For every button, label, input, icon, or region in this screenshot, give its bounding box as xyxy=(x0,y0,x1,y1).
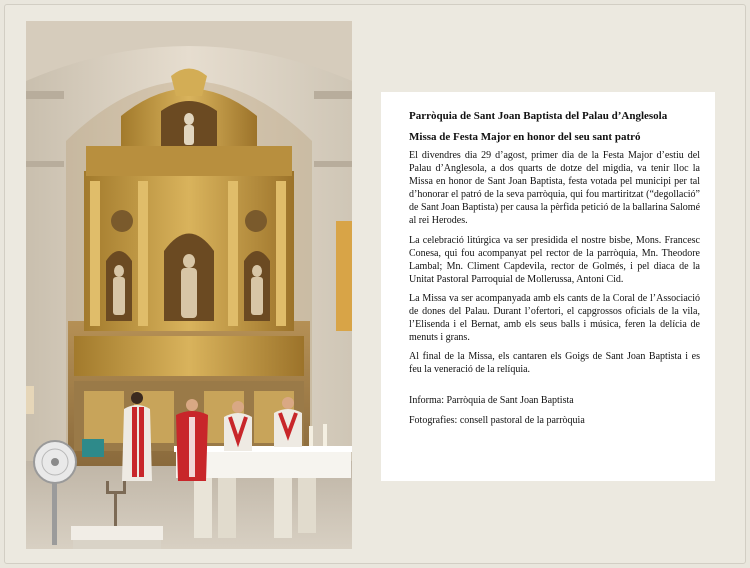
paragraph-2: La celebració litúrgica va ser presidida el nostre bisbe, Mons. Francesc Conesa, qui fou acompanyat pel rector de la parròquia, Mn. Theodore Lambal; Mn. Climent Capdevila, rector de Golmés, i pel diaca de la Unitat Pastoral Parroquial de Mollerussa, Antoni Cid. xyxy=(409,234,700,285)
paragraph-4: Al final de la Missa, els cantaren els Goigs de Sant Joan Baptista i es feu la veneració de la relíquia. xyxy=(409,351,700,376)
paragraph-1: El divendres dia 29 d’agost, primer dia de la Festa Major d’estiu del Palau d’Anglesola, a dos quarts de dotze del migdia, va tenir lloc la Missa en honor de Sant Joan Baptista, festa votada pel municipi per tal d’honorar el patró de la seva parròquia, qui fou martiritzat (“degollació” de Sant Joan Baptista) per causa la pèrfida petició de la ballarina Salomé al rei Herodes. xyxy=(409,150,701,227)
credit-info: Informa: Parròquia de Sant Joan Baptista xyxy=(409,394,574,406)
credits-block xyxy=(409,394,700,427)
credit-photos: Fotografies: consell pastoral de la parròquia xyxy=(409,414,585,426)
paragraph-3: La Missa va ser acompanyada amb els cants de la Coral de l’Associació de dones del Palau. Durant l’ofertori, el capgrossos oficials de la vila, l’Elisenda i el Bernat, amb els seus balls i música, feren la delícia de menuts i grans. xyxy=(409,292,700,344)
article-heading: Missa de Festa Major en honor del seu sant patró xyxy=(409,131,641,143)
page-frame xyxy=(4,4,746,564)
article-card xyxy=(381,92,715,481)
parish-title: Parròquia de Sant Joan Baptista del Palau d’Anglesola xyxy=(409,110,668,122)
church-altar-photo xyxy=(26,21,352,549)
